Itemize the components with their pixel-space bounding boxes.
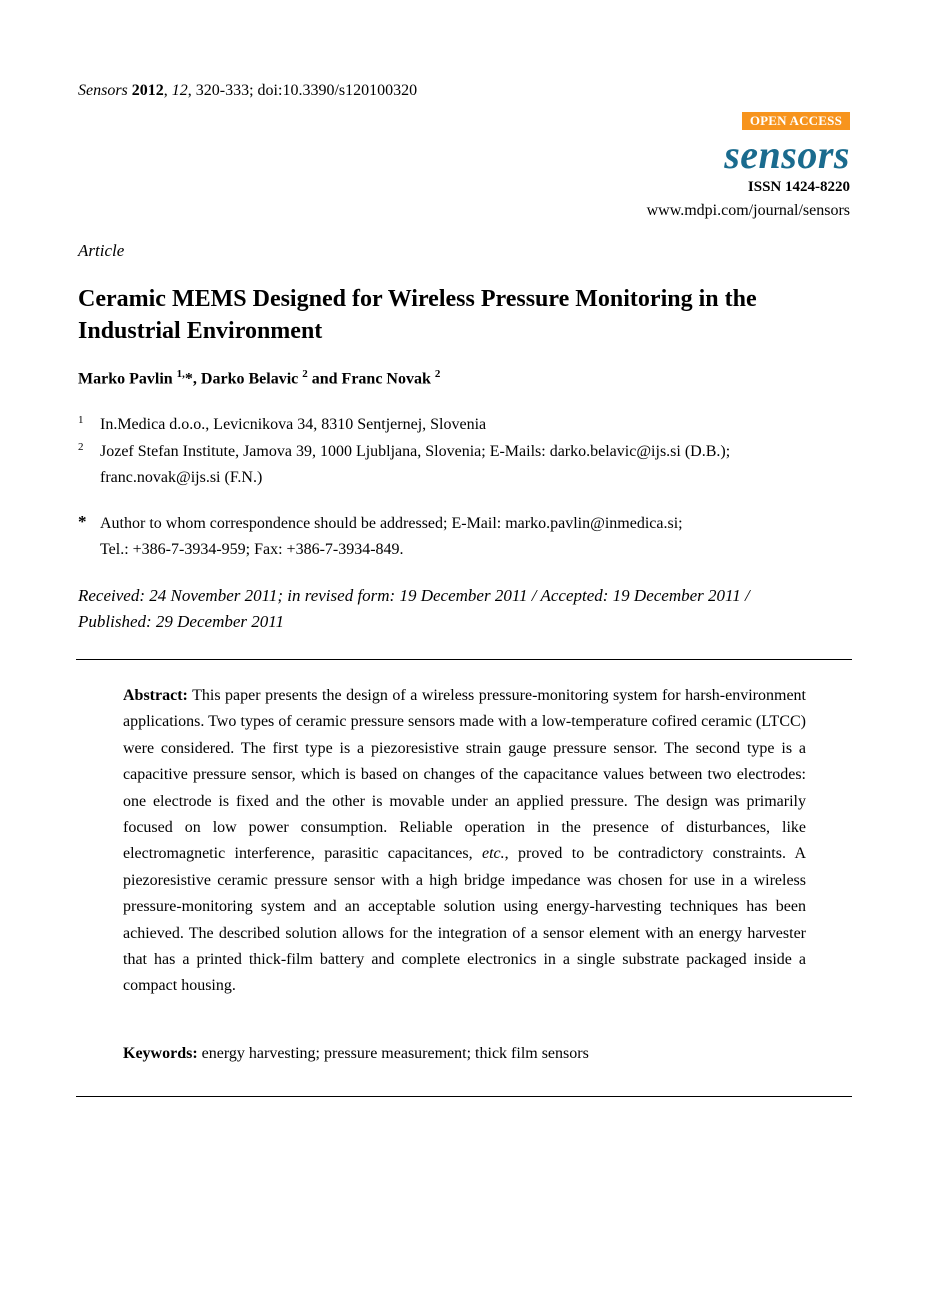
author-separator: , <box>192 370 201 388</box>
affiliation-number: 1 <box>78 414 84 426</box>
paper-title: Ceramic MEMS Designed for Wireless Pressure Monitoring in the Industrial Environment <box>78 286 757 344</box>
keywords-label: Keywords: <box>123 1045 198 1062</box>
affiliation-text: Jozef Stefan Institute, Jamova 39, 1000 Ljubljana, Slovenia; E-Mails: darko.belavic@ijs.si (D.B.); <box>100 443 731 460</box>
author-name: Franc Novak <box>341 370 431 388</box>
open-access-badge: OPEN ACCESS <box>742 112 850 130</box>
affiliation-number: 2 <box>78 441 84 453</box>
article-type: Article <box>78 241 125 260</box>
author-separator: and <box>307 370 342 388</box>
affiliation-text: In.Medica d.o.o., Levicnikova 34, 8310 Sentjernej, Slovenia <box>100 416 487 433</box>
journal-logo: sensors <box>724 132 850 177</box>
top-divider <box>76 659 852 660</box>
dates-line: Published: 29 December 2011 <box>78 612 284 631</box>
citation-year: 2012 <box>131 82 164 99</box>
correspondence <box>100 511 683 563</box>
author-affiliation-mark: 2 <box>302 368 308 380</box>
keywords-text: energy harvesting; pressure measurement; thick film sensors <box>197 1045 589 1062</box>
author-affiliation-mark: 2 <box>434 368 441 380</box>
abstract-italic: etc. <box>481 845 505 863</box>
issn: ISSN 1424-8220 <box>747 179 850 195</box>
author-name: Marko Pavlin <box>78 370 173 388</box>
abstract-text: , proved to be contradictory constraints. A piezoresistive ceramic pressure sensor with a high bridge impedance was chosen for use in a wireless pressure-monitoring system and an acceptable solution using energy-harvesting techniques has been achieved. The described solution allows for the integration of a sensor element with an energy harvester that has a printed thick-film battery and complete electronics in a single substrate packaged inside a compact housing. <box>123 845 807 995</box>
citation-journal: Sensors <box>78 82 128 99</box>
author-list <box>78 368 440 388</box>
abstract-text: This paper presents the design of a wireless pressure-monitoring system for harsh-environment applications. Two types of ceramic pressure sensors made with a low-temperature cofired ceramic (LTCC) were considered. The first type is a piezoresistive strain gauge pressure sensor. The second type is a capacitive pressure sensor, which is based on changes of the capacitance values between two electrodes: one electrode is fixed and the other is movable under an applied pressure. The design was primarily focused on low power consumption. Reliable operation in the presence of disturbances, like electromagnetic interference, parasitic capacitances, <box>123 687 806 863</box>
correspondence-star: * <box>78 512 87 531</box>
abstract-label: Abstract: <box>123 687 188 704</box>
correspondence-line: Tel.: +386-7-3934-959; Fax: +386-7-3934-849. <box>100 541 404 558</box>
corresponding-star: * <box>184 370 193 388</box>
bottom-divider <box>76 1096 852 1097</box>
author-name: Darko Belavic <box>200 370 299 388</box>
journal-url[interactable]: www.mdpi.com/journal/sensors <box>646 202 850 219</box>
dates-line: Received: 24 November 2011; in revised form: 19 December 2011 / Accepted: 19 December 2011 / <box>78 586 750 605</box>
citation-line: Sensors 2012, 12, 320-333; doi:10.3390/s120100320 <box>78 82 418 99</box>
abstract <box>123 683 806 1000</box>
citation-doi[interactable]: , 320-333; doi:10.3390/s120100320 <box>187 82 418 99</box>
publication-dates <box>78 583 750 635</box>
citation-volume: 12 <box>171 82 188 99</box>
keywords <box>123 1045 589 1063</box>
affiliation-text: franc.novak@ijs.si (F.N.) <box>100 469 263 486</box>
author-affiliation-mark: 1, <box>176 368 185 380</box>
correspondence-line: Author to whom correspondence should be addressed; E-Mail: marko.pavlin@inmedica.si; <box>100 515 683 532</box>
